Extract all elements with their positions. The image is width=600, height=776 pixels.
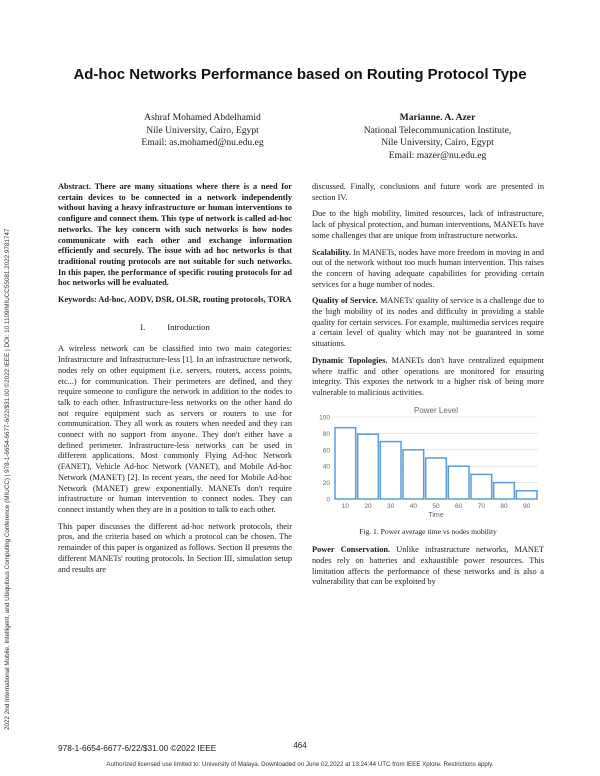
x-axis-label: Time bbox=[428, 511, 444, 519]
bar bbox=[516, 490, 537, 498]
y-tick-label: 60 bbox=[322, 446, 330, 454]
qos-body: MANETs' quality of service is a challenge due to the high mobility of its nodes and difficulty in providing a stable quality for certain services. For example, multimedia services require a certain level of quality which may not be guaranteed in some situations. bbox=[312, 296, 544, 349]
x-tick-label: 60 bbox=[455, 502, 463, 510]
section-title: Introduction bbox=[167, 321, 210, 332]
right-column bbox=[312, 182, 544, 594]
chart-title: Power Level bbox=[413, 405, 459, 415]
author-block-1 bbox=[95, 112, 310, 150]
qos-heading: Quality of Service. bbox=[312, 296, 378, 306]
bar bbox=[335, 427, 356, 498]
dynamic-topologies-heading: Dynamic Topologies. bbox=[312, 355, 388, 365]
section-heading bbox=[58, 322, 292, 333]
scalability-paragraph bbox=[312, 248, 544, 291]
x-tick-label: 80 bbox=[500, 502, 508, 510]
intro-paragraph-1: A wireless network can be classified into two main categories: Infrastructure and Infrastructure-less [1]. In an infrastructure network, nodes rely on other equipment (i.e. servers, routers, access points, etc...) for communication. Their perimeters are defined, and they require someone to configure the network in addition to the nodes to talk to each other. Infrastructure-less networks on the other hand do not require equipment such as servers or routers to use for communication. They all work as routers when needed and they can connect with no support from anyone. They don't either have a defined perimeter. Infrastructure-less networks can be used in different applications. Most commonly Flying Ad-hoc Network (FANET), Vehicle Ad-hoc Network (VANET), and Mobile Ad-hoc Network (MANET) [2]. In recent years, the need for Mobile Ad-hoc Network (MANET) grew exponentially. MANETs don't require infrastructure or human intervention to connect nodes. They can connect instantly when they are in a position to talk to each other. bbox=[58, 344, 292, 514]
author-affiliation-2: Nile University, Cairo, Egypt bbox=[381, 137, 494, 148]
qos-paragraph bbox=[312, 296, 544, 350]
dynamic-topologies-paragraph bbox=[312, 356, 544, 399]
bar bbox=[380, 441, 401, 498]
y-tick-label: 80 bbox=[322, 430, 330, 438]
x-tick-label: 50 bbox=[432, 502, 440, 510]
author-name: Ashraf Mohamed Abdelhamid bbox=[144, 112, 261, 123]
bar bbox=[494, 482, 515, 498]
author-affiliation: Nile University, Cairo, Egypt bbox=[146, 124, 259, 136]
y-tick-label: 0 bbox=[326, 496, 330, 504]
y-tick-label: 40 bbox=[322, 463, 330, 471]
bar bbox=[358, 434, 379, 499]
x-tick-label: 30 bbox=[387, 502, 395, 510]
left-column bbox=[58, 182, 292, 581]
scalability-body: In MANETs, nodes have more freedom in moving in and out of the network without too much human intervention. This raises the concern of having adequate capabilities for providing certain services for a huge number of nodes. bbox=[312, 247, 544, 289]
power-heading: Power Conservation. bbox=[312, 545, 391, 555]
paper-title: Ad-hoc Networks Performance based on Routing Protocol Type bbox=[73, 66, 527, 83]
chart-svg bbox=[312, 405, 544, 521]
author-block-2 bbox=[330, 112, 545, 162]
x-tick-label: 10 bbox=[341, 502, 349, 510]
author-name: Marianne. A. Azer bbox=[399, 112, 476, 123]
bar bbox=[448, 466, 469, 499]
y-tick-label: 20 bbox=[322, 479, 330, 487]
page-number: 464 bbox=[293, 741, 307, 750]
x-tick-label: 70 bbox=[477, 502, 485, 510]
license-footer: Authorized licensed use limited to: University of Malaya. Downloaded on June 02,2022 at 13:24:44 UTC from IEEE Xplore. Restrictions apply. bbox=[106, 761, 494, 768]
x-tick-label: 20 bbox=[364, 502, 372, 510]
conference-sidebar-text: 2022 2nd International Mobile, Intelligent, and Ubiquitous Computing Conference (MIUCC) | 978-1-6654-6677-6/22/$31.00 ©2022 IEEE | DOI: 10.1109/MIUCC55081.2022.9781747 bbox=[4, 228, 11, 730]
author-email: Email: as.mohamed@nu.edu.eg bbox=[141, 137, 264, 148]
power-paragraph bbox=[312, 545, 544, 588]
author-affiliation: National Telecommunication Institute, bbox=[363, 124, 512, 136]
right-paragraph-2: Due to the high mobility, limited resources, lack of infrastructure, lack of physical protection, and human interventions, MANETs have some challenges that are unique from infrastructure networks. bbox=[312, 209, 544, 240]
isbn-line: 978-1-6654-6677-6/22/$31.00 ©2022 IEEE bbox=[58, 743, 217, 753]
bar bbox=[426, 458, 447, 499]
dynamic-topologies-body: MANETs don't have centralized equipment where traffic and other operations are monitored for ensuring integrity. This exposes the network to a higher risk of being more vulnerable to malicious activities. bbox=[312, 355, 544, 397]
intro-paragraph-2: This paper discusses the different ad-hoc network protocols, their pros, and the criteria based on which a protocol can be chosen. The remainder of this paper is organized as follows. Section II presents the different MANETs' routing protocols. In Section III, simulation setup and results are bbox=[58, 521, 292, 574]
section-number: I. bbox=[140, 321, 146, 332]
y-tick-label: 100 bbox=[319, 414, 330, 422]
bar bbox=[471, 474, 492, 499]
scalability-heading: Scalability. bbox=[312, 247, 351, 257]
conference-sidebar bbox=[4, 110, 16, 730]
bar bbox=[403, 449, 424, 498]
right-paragraph-1: discussed. Finally, conclusions and future work are presented in section IV. bbox=[312, 182, 544, 202]
author-email: Email: mazer@nu.edu.eg bbox=[388, 149, 487, 161]
power-body: Unlike infrastructure networks, MANET nodes rely on batteries and exhaustible power resources. This limitation affects the performance of these networks and is also a vulnerability that can be exploited by bbox=[312, 545, 544, 587]
abstract: Abstract. There are many situations where there is a need for certain devices to be connected in a network independently without having a heavy infrastructure or human interventions to configure and connect them. This type of network is called ad-hoc networks. The key concern with such networks is how nodes communicate with each other and exchange information efficiently and securely. The issue with ad hoc networks is that traditional routing protocols are not suitable for such networks. In this paper, the performance of specific routing protocols for ad hoc networks will be evaluated. bbox=[58, 182, 292, 288]
figure-caption: Fig. 1. Power average time vs nodes mobility bbox=[359, 526, 497, 536]
keywords: Keywords: Ad-hoc, AODV, DSR, OLSR, routing protocols, TORA bbox=[58, 295, 292, 305]
x-tick-label: 40 bbox=[409, 502, 417, 510]
power-level-chart bbox=[312, 405, 544, 521]
x-tick-label: 90 bbox=[523, 502, 531, 510]
